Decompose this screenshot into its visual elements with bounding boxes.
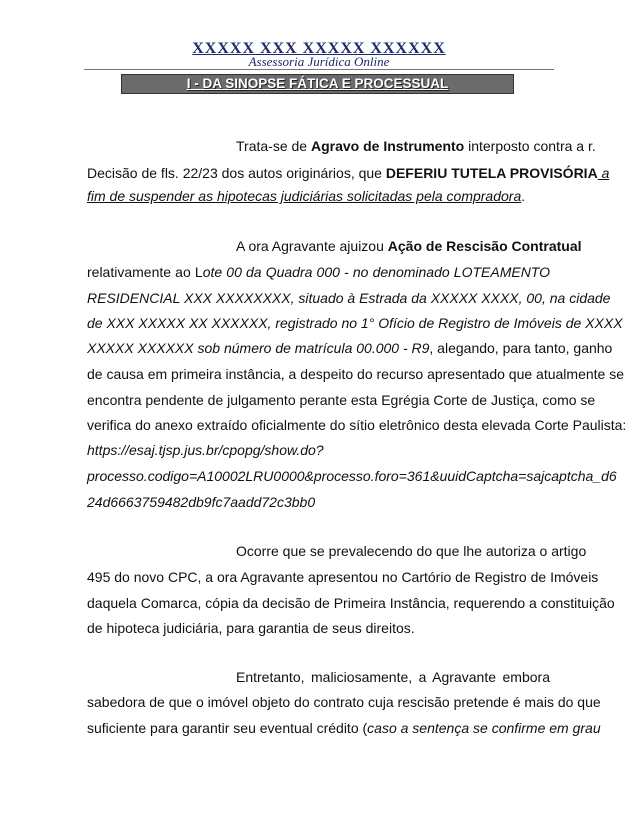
letterhead-subtitle: Assessoria Jurídica Online (248, 54, 390, 69)
process-link-line-3[interactable]: 24d6663759482db9fc7aadd72c3bb0 (87, 494, 316, 510)
paragraph-3-line-4: de hipoteca judiciária, para garantia de seus direitos. (87, 620, 415, 636)
paragraph-4-line-1: Entretanto, maliciosamente, a Agravante embora (236, 669, 550, 685)
paragraph-3-line-1: Ocorre que se prevalecendo do que lhe autoriza o artigo (236, 543, 587, 559)
paragraph-2-line-1: A ora Agravante ajuizou Ação de Rescisão Contratual (236, 238, 582, 254)
paragraph-2-line-6: de causa em primeira instância, a despeito do recurso apresentado que atualmente se (87, 366, 624, 382)
paragraph-3-line-2: 495 do novo CPC, a ora Agravante apresentou no Cartório de Registro de Imóveis (87, 569, 599, 585)
paragraph-2-line-8: verifica do anexo extraído oficialmente do sítio eletrônico desta elevada Corte Paulista: (87, 417, 627, 433)
paragraph-4-line-2: sabedora de que o imóvel objeto do contrato cuja rescisão pretende é mais do que (87, 694, 601, 710)
header-divider (84, 69, 554, 70)
process-link-line-2[interactable]: processo.codigo=A10002LRU0000&processo.foro=361&uuidCaptcha=sajcaptcha_d6 (87, 468, 617, 484)
paragraph-3-line-3: daquela Comarca, cópia da decisão de Primeira Instância, requerendo a constituição (87, 595, 615, 611)
section-heading: I - DA SINOPSE FÁTICA E PROCESSUAL (186, 76, 449, 91)
paragraph-2-line-2: relativamente ao Lote 00 da Quadra 000 - no denominado LOTEAMENTO (87, 264, 550, 280)
paragraph-1-line-1: Trata-se de Agravo de Instrumento interposto contra a r. (236, 138, 596, 154)
paragraph-2-line-5: XXXXX XXXXXX sob número de matrícula 00.000 - R9, alegando, para tanto, ganho (87, 340, 613, 356)
paragraph-4-line-3: suficiente para garantir seu eventual crédito (caso a sentença se confirme em grau (87, 720, 601, 736)
paragraph-2-line-4: de XXX XXXXX XX XXXXXX, registrado no 1° Ofício de Registro de Imóveis de XXXX (87, 315, 623, 331)
paragraph-1-line-3: fim de suspender as hipotecas judiciárias solicitadas pela compradora. (87, 188, 526, 204)
letterhead-title: XXXXX XXX XXXXX XXXXXX (192, 40, 446, 57)
process-link-line-1[interactable]: https://esaj.tjsp.jus.br/cpopg/show.do? (87, 442, 324, 458)
paragraph-2-line-7: encontra pendente de julgamento perante esta Egrégia Corte de Justiça, como se (87, 392, 596, 408)
paragraph-1-line-2: Decisão de fls. 22/23 dos autos originários, que DEFERIU TUTELA PROVISÓRIA a (87, 165, 610, 181)
paragraph-2-line-3: RESIDENCIAL XXX XXXXXXXX, situado à Estrada da XXXXX XXXX, 00, na cidade (87, 290, 611, 306)
